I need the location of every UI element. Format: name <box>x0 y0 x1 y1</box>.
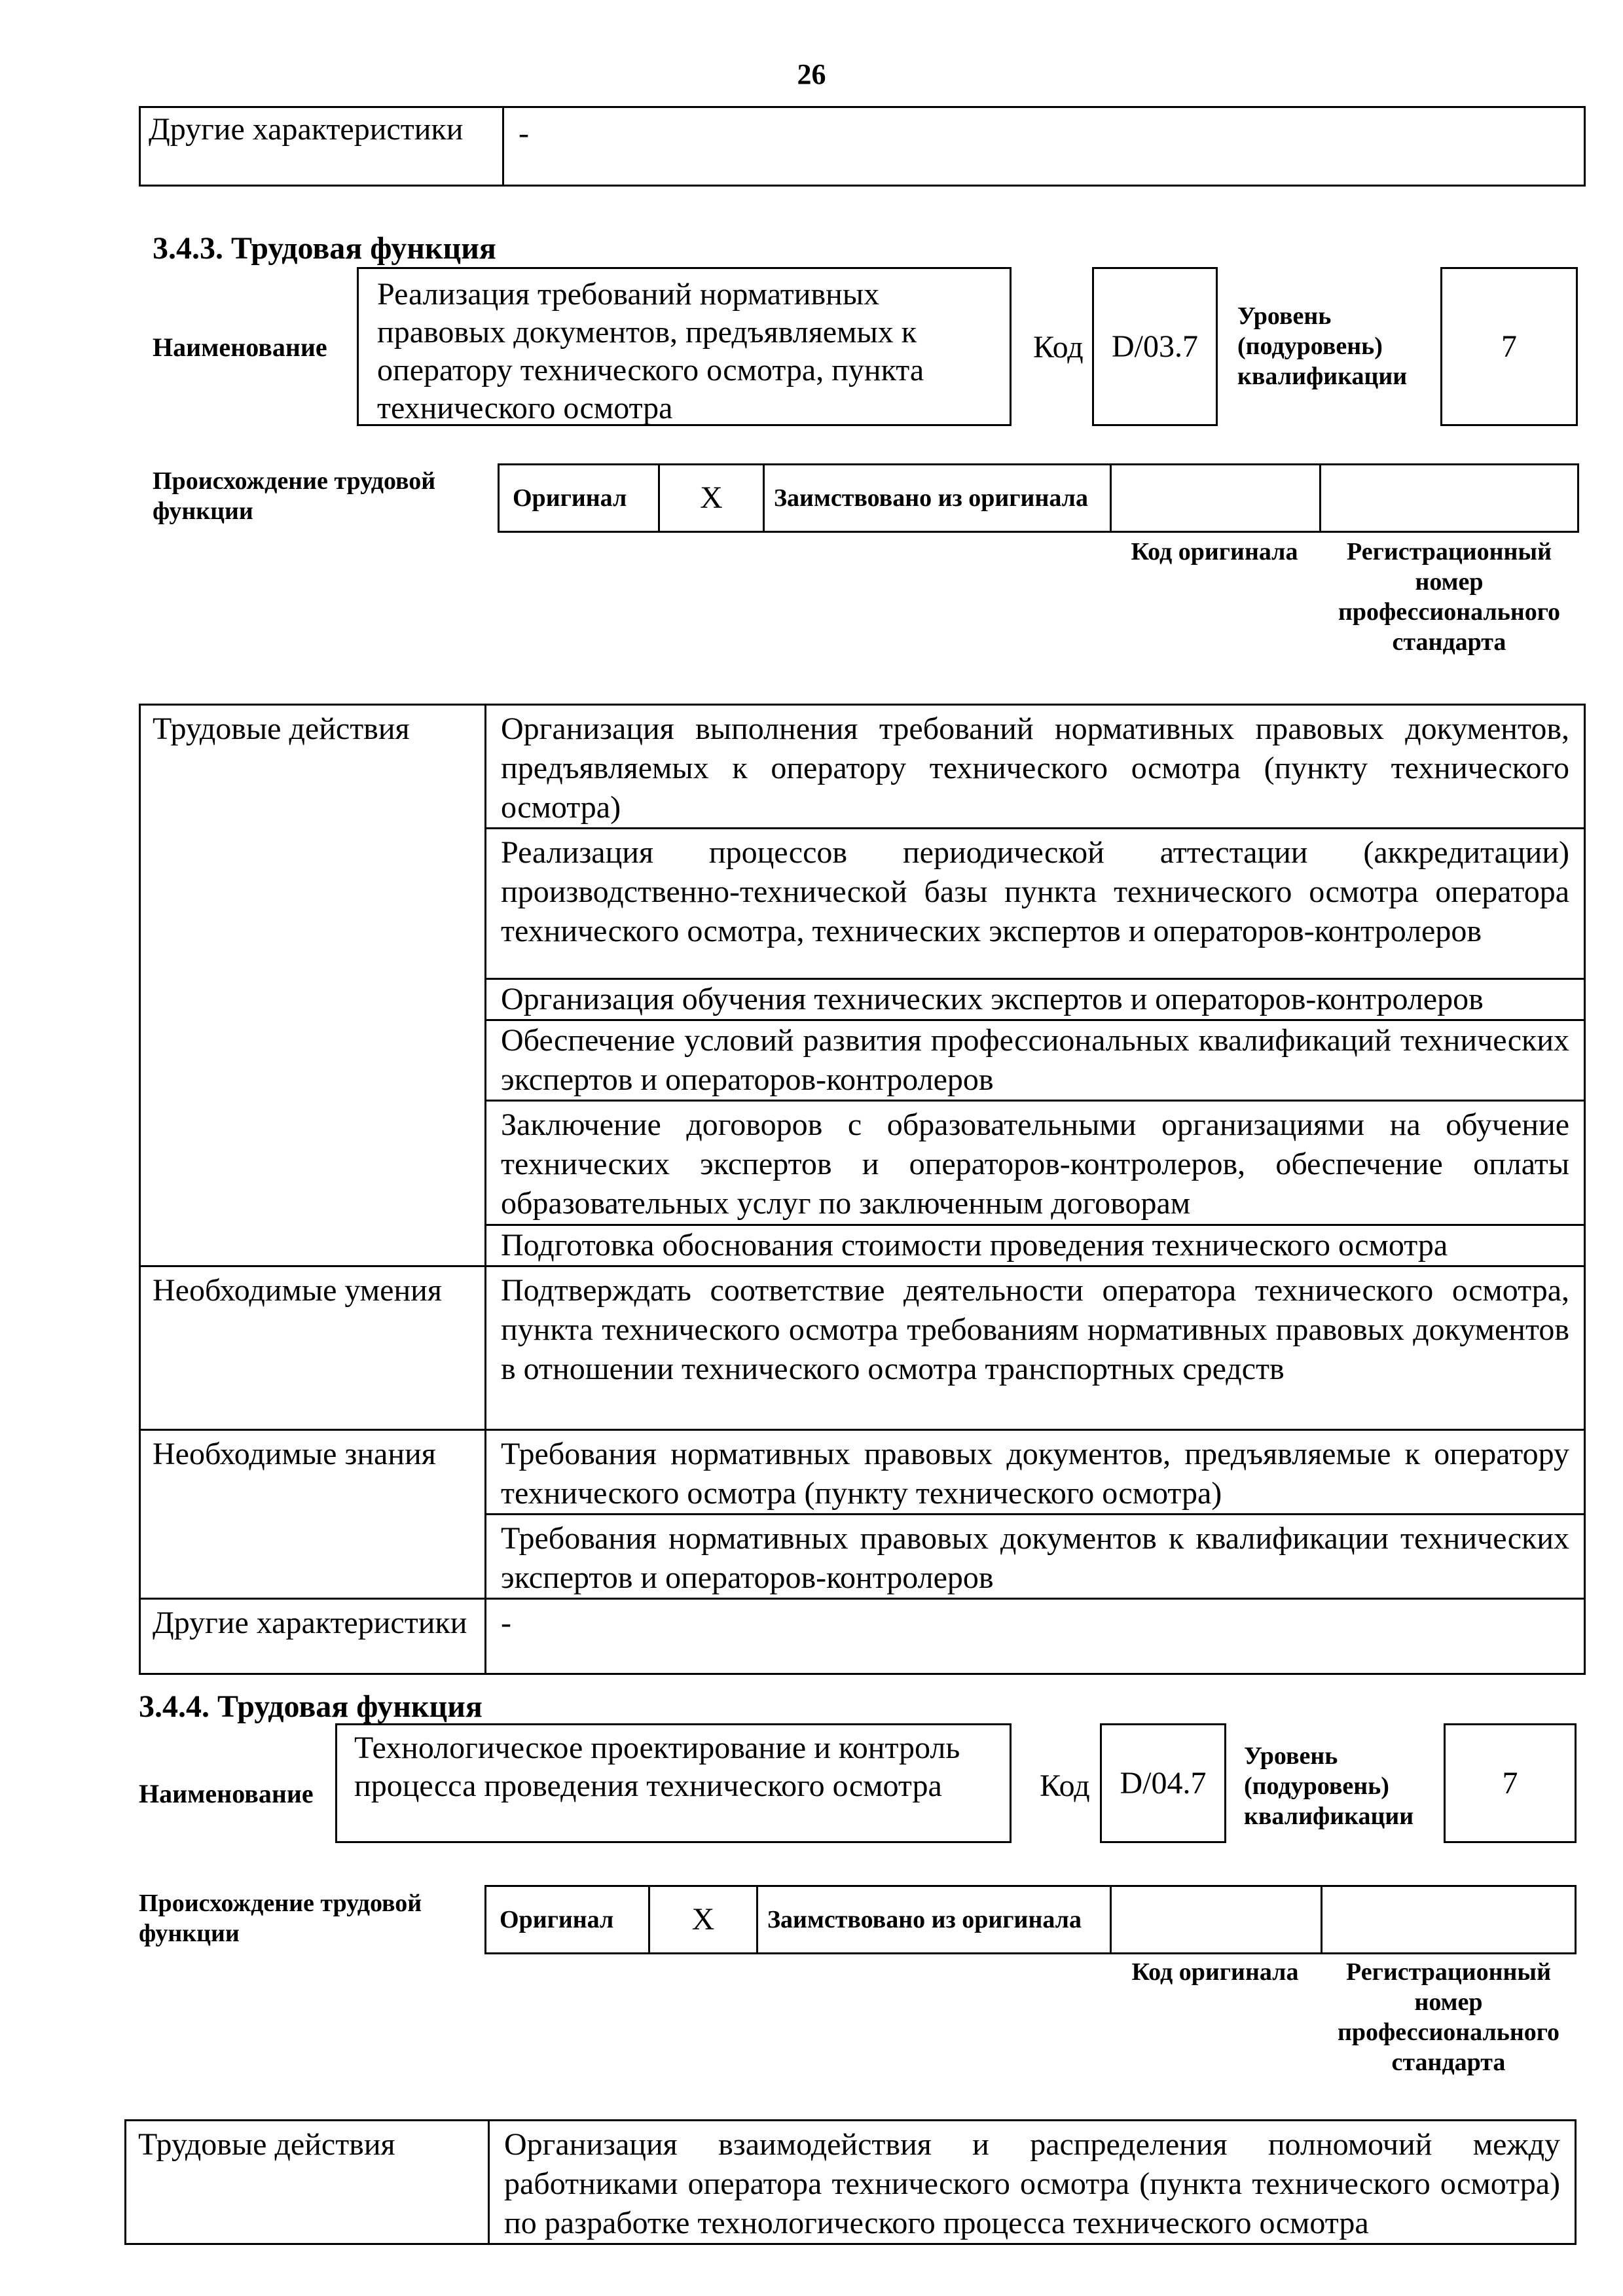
labor-function-table <box>139 704 1586 1675</box>
function-name-box <box>335 1723 1012 1843</box>
code-original-caption: Код оригинала <box>1131 1958 1299 1986</box>
original-label: Оригинал <box>486 1886 649 1954</box>
labor-actions-label: Трудовые действия <box>126 2121 489 2244</box>
original-mark: X <box>649 1886 757 1954</box>
original-label: Оригинал <box>499 465 659 532</box>
name-label: Наименование <box>153 332 327 362</box>
reg-number-cell <box>1322 1886 1576 1954</box>
code-label: Код <box>1040 1768 1090 1803</box>
code-original-cell <box>1111 1886 1322 1954</box>
code-original-cell <box>1111 465 1321 532</box>
labor-action-item: Заключение договоров с образовательными организациями на обучение технических экспертов и операторов-контролеров, обеспечение оплаты образовательных услуг по заключенным договорам <box>486 1101 1585 1225</box>
other-characteristics-value: - <box>486 1599 1585 1674</box>
qualification-level: 7 <box>1502 1765 1518 1801</box>
borrowed-label: Заимствовано из оригинала <box>764 465 1111 532</box>
other-characteristics-value: - <box>503 107 1585 186</box>
knowledge-item: Требования нормативных правовых документов к квалификации технических экспертов и операторов-контролеров <box>486 1515 1585 1599</box>
qualification-level: 7 <box>1501 329 1517 364</box>
level-box <box>1440 267 1578 426</box>
code-original-caption: Код оригинала <box>1131 538 1298 565</box>
page-number: 26 <box>797 58 826 90</box>
code-box <box>1092 267 1218 426</box>
labor-actions-label: Трудовые действия <box>140 705 486 1266</box>
labor-action-item: Реализация процессов периодической аттестации (аккредитации) производственно-технической базы пункта технического осмотра оператора технического осмотра, технических экспертов и операторов-контролеров <box>486 829 1585 979</box>
other-characteristics-label: Другие характеристики <box>140 1599 486 1674</box>
reg-number-caption: Регистрационный номер профессионального стандарта <box>1338 538 1561 656</box>
function-code: D/04.7 <box>1120 1765 1207 1801</box>
reg-number-caption: Регистрационный номер профессионального стандарта <box>1337 1958 1560 2076</box>
function-name: Технологическое проектирование и контроль процесса проведения технического осмотра <box>354 1731 960 1803</box>
function-code: D/03.7 <box>1112 329 1198 364</box>
code-box <box>1100 1723 1226 1843</box>
name-label: Наименование <box>139 1779 314 1808</box>
borrowed-label: Заимствовано из оригинала <box>757 1886 1111 1954</box>
level-label: Уровень (подуровень) квалификации <box>1244 1742 1414 1830</box>
other-characteristics-label: Другие характеристики <box>140 107 503 186</box>
origin-label: Происхождение трудовой функции <box>139 1890 422 1947</box>
knowledge-item: Требования нормативных правовых документов, предъявляемые к оператору технического осмотра (пункту технического осмотра) <box>486 1430 1585 1515</box>
origin-label: Происхождение трудовой функции <box>153 467 436 525</box>
labor-action-item: Организация выполнения требований нормативных правовых документов, предъявляемых к оператору технического осмотра (пункту технического осмотра) <box>486 705 1585 829</box>
knowledge-label: Необходимые знания <box>140 1430 486 1599</box>
skills-label: Необходимые умения <box>140 1266 486 1430</box>
code-label: Код <box>1033 330 1084 365</box>
reg-number-cell <box>1321 465 1578 532</box>
level-box <box>1444 1723 1577 1843</box>
origin-table <box>498 463 1579 533</box>
section-heading: 3.4.4. Трудовая функция <box>139 1689 483 1724</box>
level-label: Уровень (подуровень) квалификации <box>1237 302 1408 390</box>
labor-function-table <box>124 2119 1577 2245</box>
section-heading: 3.4.3. Трудовая функция <box>153 231 496 266</box>
labor-action-item: Организация взаимодействия и распределения полномочий между работниками оператора технического осмотра (пункта технического осмотра) по разработке технологического процесса технического осмотра <box>489 2121 1576 2244</box>
labor-action-item: Обеспечение условий развития профессиональных квалификаций технических экспертов и операторов-контролеров <box>486 1020 1585 1101</box>
origin-table <box>484 1885 1577 1954</box>
top-other-characteristics-table <box>139 106 1586 187</box>
original-mark: X <box>659 465 764 532</box>
function-name: Реализация требований нормативных правовых документов, предъявляемых к оператору технического осмотра, пункта технического осмотра <box>377 277 924 425</box>
labor-action-item: Организация обучения технических экспертов и операторов-контролеров <box>486 979 1585 1020</box>
skill-item: Подтверждать соответствие деятельности оператора технического осмотра, пункта технического осмотра требованиям нормативных правовых документов в отношении технического осмотра транспортных средств <box>486 1266 1585 1430</box>
labor-action-item: Подготовка обоснования стоимости проведения технического осмотра <box>486 1225 1585 1266</box>
function-name-box <box>357 267 1012 426</box>
